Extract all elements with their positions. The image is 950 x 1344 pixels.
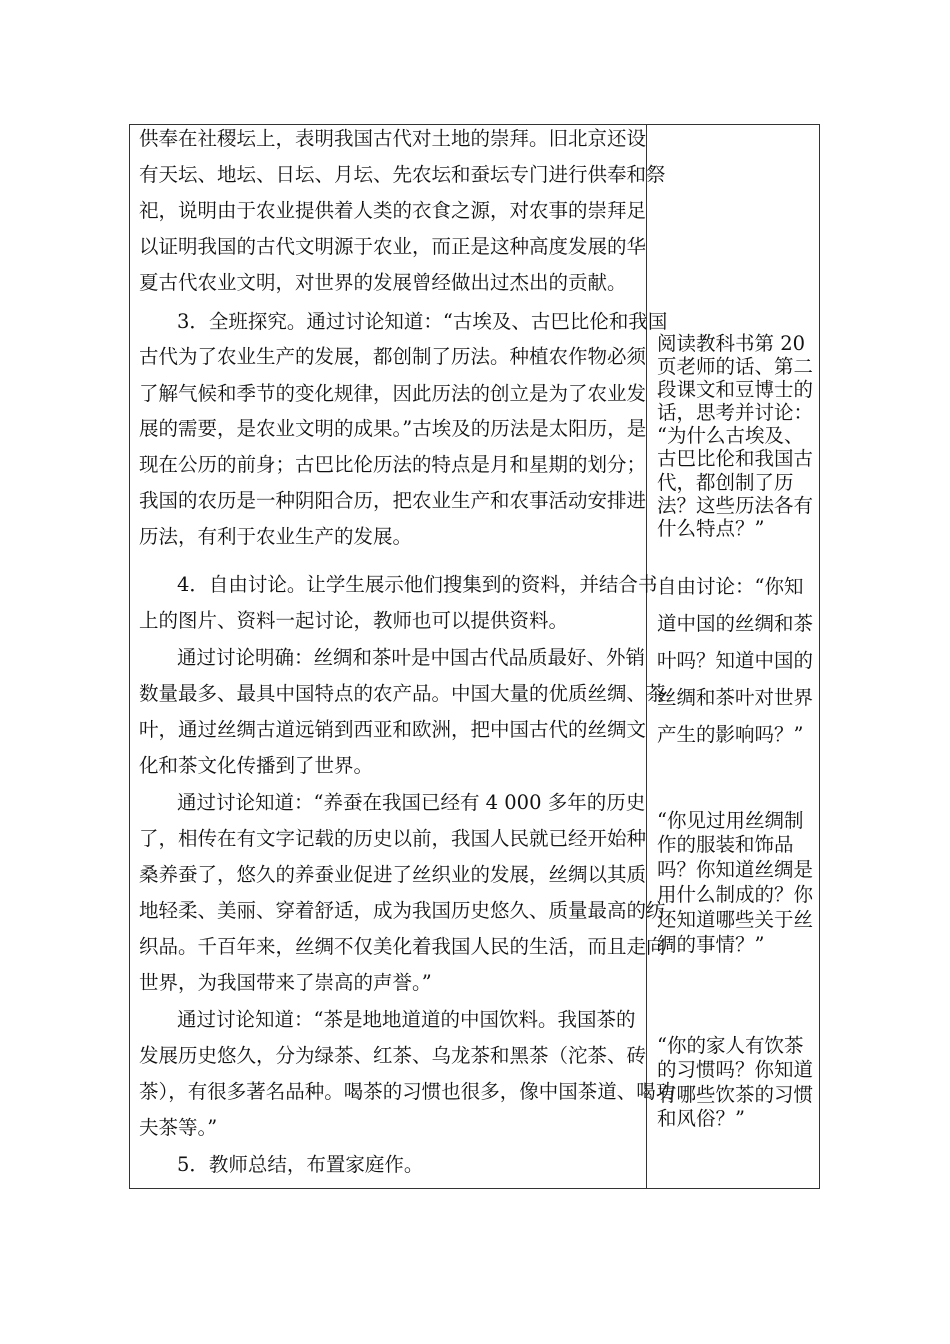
- text-line: 我国的农历是一种阴阳合历，把农业生产和农事活动安排进: [139, 489, 647, 512]
- side-text-line: 话，思考并讨论：: [657, 401, 814, 424]
- text-line: 夏古代农业文明，对世界的发展曾经做出过杰出的贡献。: [139, 271, 627, 294]
- side-text-line: 页老师的话、第二: [657, 355, 814, 378]
- text-line: 了解气候和季节的变化规律，因此历法的创立是为了农业发: [139, 382, 647, 405]
- side-text-line: 有哪些饮茶的习惯: [657, 1083, 814, 1106]
- side-text-line: 还知道哪些关于丝: [657, 908, 814, 931]
- side-text-line: 叶吗？知道中国的: [657, 649, 814, 672]
- side-text-line: 道中国的丝绸和茶: [657, 612, 814, 635]
- text-line: 夫茶等。”: [139, 1116, 218, 1139]
- side-text-line: 产生的影响吗？”: [657, 723, 804, 746]
- text-line: 化和茶文化传播到了世界。: [139, 754, 374, 777]
- text-line: 上的图片、资料一起讨论，教师也可以提供资料。: [139, 609, 569, 632]
- side-text-line: “你见过用丝绸制: [657, 809, 804, 832]
- text-line: 叶，通过丝绸古道远销到西亚和欧洲，把中国古代的丝绸文: [139, 718, 647, 741]
- text-line: 供奉在社稷坛上，表明我国古代对土地的崇拜。旧北京还设: [139, 127, 647, 150]
- text-line: 通过讨论知道：“养蚕在我国已经有 4 000 多年的历史: [177, 791, 646, 814]
- text-line: 以证明我国的古代文明源于农业，而正是这种高度发展的华: [139, 235, 647, 258]
- side-text-line: 丝绸和茶叶对世界: [657, 686, 814, 709]
- side-text-line: 什么特点？”: [657, 517, 765, 540]
- text-line: 历法，有利于农业生产的发展。: [139, 525, 413, 548]
- text-line: 展的需要，是农业文明的成果。”古埃及的历法是太阳历，是: [139, 417, 647, 440]
- side-text-line: 法？这些历法各有: [657, 494, 814, 517]
- text-line: 地轻柔、美丽、穿着舒适，成为我国历史悠久、质量最高的纺: [139, 899, 666, 922]
- side-text-line: 吗？你知道丝绸是: [657, 858, 814, 881]
- text-line: 桑养蚕了，悠久的养蚕业促进了丝织业的发展，丝绸以其质: [139, 863, 647, 886]
- side-text-line: 的习惯吗？你知道: [657, 1058, 814, 1081]
- text-line: 有天坛、地坛、日坛、月坛、先农坛和蚕坛专门进行供奉和祭: [139, 163, 666, 186]
- text-line: 祀，说明由于农业提供着人类的衣食之源，对农事的崇拜足: [139, 199, 647, 222]
- side-text-line: 段课文和豆博士的: [657, 378, 814, 401]
- side-text-line: 作的服装和饰品: [657, 833, 794, 856]
- lesson-table: [129, 124, 820, 1189]
- text-line: 茶），有很多著名品种。喝茶的习惯也很多，像中国茶道、喝功: [139, 1080, 676, 1103]
- text-line: 3．全班探究。通过讨论知道：“古埃及、古巴比伦和我国: [177, 310, 668, 333]
- text-line: 数量最多、最具中国特点的农产品。中国大量的优质丝绸、茶: [139, 682, 666, 705]
- side-text-line: 古巴比伦和我国古: [657, 447, 814, 470]
- text-line: 通过讨论知道：“茶是地地道道的中国饮料。我国茶的: [177, 1008, 636, 1031]
- side-text-line: 代，都创制了历: [657, 471, 794, 494]
- text-line: 发展历史悠久，分为绿茶、红茶、乌龙茶和黑茶（沱茶、砖: [139, 1044, 647, 1067]
- side-text-line: “你的家人有饮茶: [657, 1034, 804, 1057]
- text-line: 织品。千百年来，丝绸不仅美化着我国人民的生活，而且走向: [139, 935, 666, 958]
- text-line: 世界，为我国带来了崇高的声誉。”: [139, 971, 432, 994]
- text-line: 4．自由讨论。让学生展示他们搜集到的资料，并结合书: [177, 573, 658, 596]
- side-text-line: “为什么古埃及、: [657, 424, 804, 447]
- side-text-line: 自由讨论：“你知: [657, 575, 804, 598]
- text-line: 5．教师总结，布置家庭作。: [177, 1153, 424, 1176]
- text-line: 现在公历的前身；古巴比伦历法的特点是月和星期的划分；: [139, 453, 647, 476]
- side-text-line: 和风俗？”: [657, 1107, 745, 1130]
- side-text-line: 用什么制成的？你: [657, 883, 814, 906]
- text-line: 通过讨论明确：丝绸和茶叶是中国古代品质最好、外销: [177, 646, 646, 669]
- text-line: 了，相传在有文字记载的历史以前，我国人民就已经开始种: [139, 827, 647, 850]
- text-line: 古代为了农业生产的发展，都创制了历法。种植农作物必须: [139, 345, 647, 368]
- column-divider: [646, 125, 647, 1188]
- side-text-line: 绸的事情？”: [657, 933, 765, 956]
- side-text-line: 阅读教科书第 20: [657, 332, 806, 355]
